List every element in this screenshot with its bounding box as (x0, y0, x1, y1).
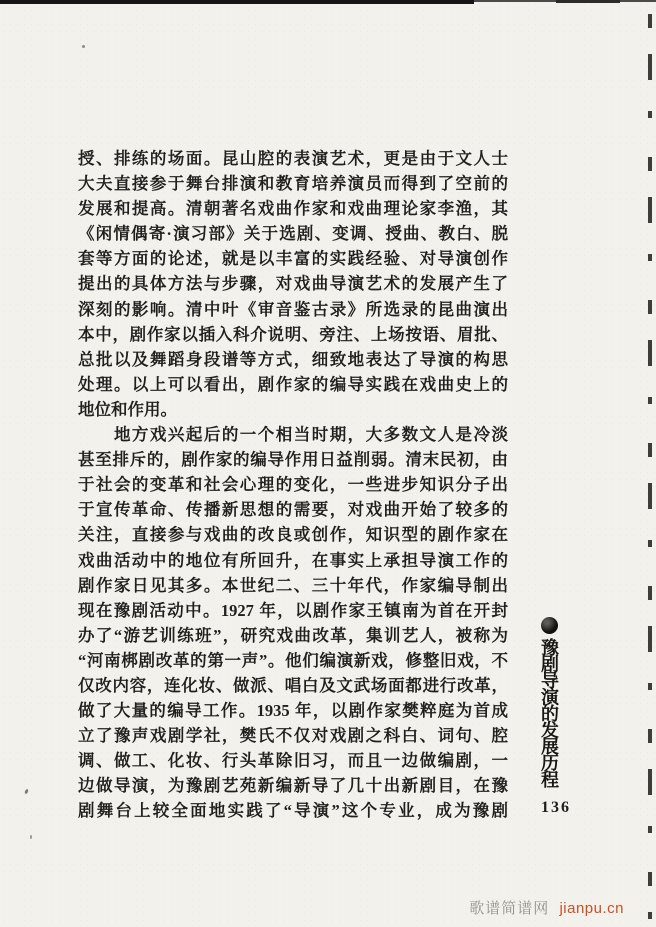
scan-speck (24, 789, 29, 795)
body-text-line: 关注，直接参与戏曲的改良或创作，知识型的剧作家在 (78, 525, 508, 545)
scan-speck (82, 45, 85, 48)
body-text-line: 提出的具体方法与步骤，对戏曲导演艺术的发展产生了 (78, 274, 508, 294)
body-text (78, 146, 508, 824)
scan-speck (30, 835, 32, 839)
body-text-line: 于社会的变革和社会心理的变化，一些进步知识分子出 (78, 475, 508, 495)
watermark-site-name: 歌谱简谱网 (469, 900, 550, 917)
body-text-line: 办了“游艺训练班”，研究戏曲改革，集训艺人，被称为 (78, 625, 508, 645)
body-text-line: 仅改内容，连化妆、做派、唱白及文武场面都进行改革， (78, 675, 508, 695)
body-text-line: 地方戏兴起后的一个相当时期，大多数文人是冷淡 (78, 425, 508, 445)
body-text-line: 现在豫剧活动中。1927 年，以剧作家王镇南为首在开封 (78, 600, 508, 620)
body-text-line: 总批以及舞蹈身段谱等方式，细致地表达了导演的构思 (78, 349, 508, 369)
body-text-line: 戏曲活动中的地位有所回升，在事实上承担导演工作的 (78, 550, 508, 570)
body-text-line: 立了豫声戏剧学社，樊氏不仅对戏剧之科白、词句、腔 (78, 726, 508, 746)
watermark-site-url: jianpu.cn (559, 900, 624, 917)
body-text-line: 边做导演，为豫剧艺苑新编新导了几十出新剧目，在豫 (78, 776, 508, 796)
body-text-line: 《闲情偶寄·演习部》关于选剧、变调、授曲、教白、脱 (78, 224, 508, 244)
body-text-line: 剧作家日见其多。本世纪二、三十年代，作家编导制出 (78, 575, 508, 595)
body-text-line: 授、排练的场面。昆山腔的表演艺术，更是由于文人士 (78, 149, 508, 168)
scan-artifact-top-bar (0, 0, 474, 4)
body-text-line: 剧舞台上较全面地实践了“导演”这个专业，成为豫剧 (78, 801, 508, 821)
body-text-line: 处理。以上可以看出，剧作家的编导实践在戏曲史上的 (78, 374, 508, 394)
page-number: 136 (541, 799, 571, 816)
chapter-ornament-icon (541, 617, 558, 634)
watermark (469, 897, 624, 918)
chapter-title-vertical: 豫剧导演的发展历程 (539, 638, 559, 787)
body-text-line: 本中，剧作家以插入科介说明、旁注、上场按语、眉批、 (78, 324, 508, 344)
body-text-line: 调、做工、化妆、行头革除旧习，而且一边做编剧，一 (78, 751, 508, 771)
body-text-line: 大夫直接参于舞台排演和教育培养演员而得到了空前的 (78, 174, 508, 194)
body-text-line: 甚至排斥的，剧作家的编导作用日益削弱。清末民初，由 (78, 450, 508, 470)
body-text-line: 地位和作用。 (78, 399, 177, 419)
scan-artifact-top-blob (556, 0, 620, 3)
body-text-line: “河南梆剧改革的第一声”。他们编演新戏，修整旧戏，不 (78, 650, 508, 670)
body-text-line: 做了大量的编导工作。1935 年，以剧作家樊粹庭为首成 (78, 701, 508, 721)
scan-artifact-right-edge-dashes (648, 14, 652, 919)
body-text-line: 深刻的影响。清中叶《审音鉴古录》所选录的昆曲演出 (78, 299, 508, 319)
body-text-line: 于宣传革命、传播新思想的需要，对戏曲开始了较多的 (78, 500, 508, 520)
body-text-line: 发展和提高。清朝著名戏曲作家和戏曲理论家李渔，其 (78, 199, 508, 219)
body-text-line: 套等方面的论述，就是以丰富的实践经验、对导演创作 (78, 249, 508, 269)
